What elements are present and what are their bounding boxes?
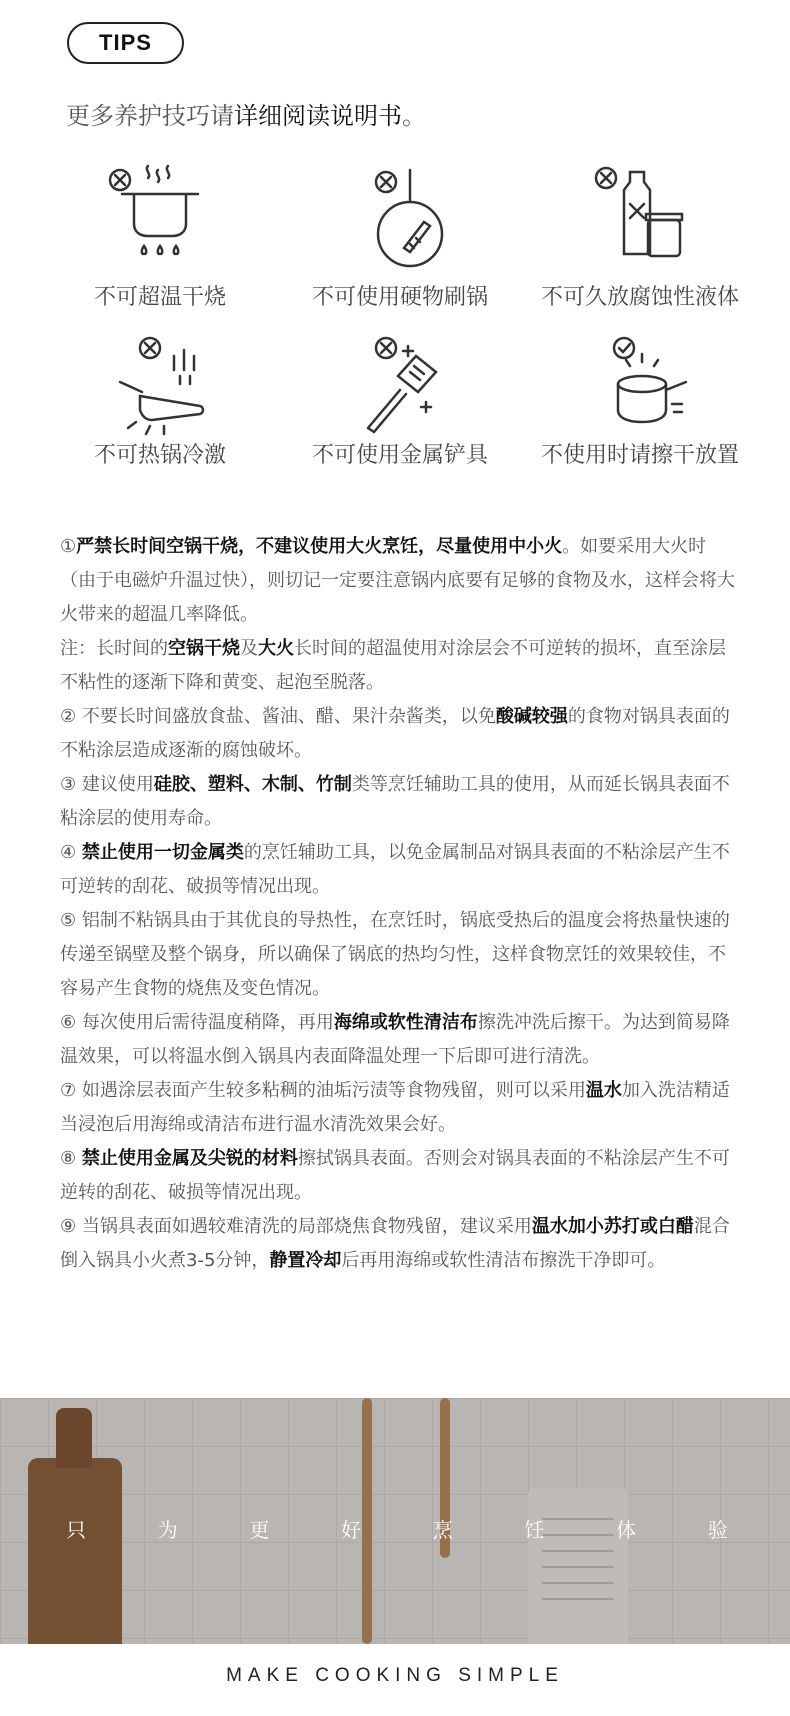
intro-text	[66, 96, 426, 131]
note-paragraph	[60, 1006, 740, 1074]
note-text: 注：长时间的	[60, 638, 168, 659]
note-paragraph	[60, 632, 740, 700]
note-text: 擦拭锅具表面。否则会对锅具表面的不粘涂层产生不可逆转的刮花、破损等情况出现。	[60, 1148, 730, 1203]
note-emphasis: 温水加小苏打或白醋	[531, 1216, 694, 1237]
note-emphasis: 禁止使用一切金属类	[81, 842, 244, 863]
slogan-char: 饪	[524, 1518, 545, 1542]
icon-cell-4	[40, 330, 280, 490]
note-text: 及	[240, 638, 258, 659]
slogan-char: 烹	[432, 1518, 453, 1542]
icon-cell-6	[520, 330, 760, 490]
note-paragraph	[60, 1142, 740, 1210]
note-emphasis: 静置冷却	[269, 1250, 342, 1271]
boiling-pot-icon	[100, 160, 220, 270]
note-paragraph	[60, 1074, 740, 1142]
note-emphasis: 大火	[258, 638, 294, 659]
note-text: 后再用海绵或软性清洁布擦洗干净即可。	[341, 1250, 666, 1271]
slogan	[0, 1514, 790, 1543]
note-emphasis: 禁止使用金属及尖锐的材料	[81, 1148, 298, 1169]
corrosive-bottle-icon	[580, 160, 700, 270]
note-emphasis: 温水	[585, 1080, 622, 1101]
note-paragraph	[60, 768, 740, 836]
note-emphasis: 空锅干烧	[168, 638, 240, 659]
note-text: 长时间的超温使用对涂层会不可逆转的损坏，直至涂层不粘性的逐渐下降和黄变、起泡至脱落。	[60, 638, 726, 693]
note-text: ④	[60, 842, 82, 863]
slogan-char: 更	[249, 1518, 270, 1542]
scrub-pan-icon	[340, 160, 460, 270]
note-text: ①	[60, 536, 77, 557]
tips-badge: TIPS	[67, 22, 184, 64]
slogan-char: 为	[157, 1518, 178, 1542]
note-emphasis: 硅胶、塑料、木制、竹制	[153, 774, 352, 795]
icon-label-1: 不可超温干烧	[93, 285, 226, 310]
note-text: ③ 建议使用	[60, 774, 154, 795]
note-emphasis: 酸碱较强	[495, 706, 568, 727]
icon-label-5: 不可使用金属铲具	[311, 443, 488, 468]
note-emphasis: 严禁长时间空锅干烧，不建议使用大火烹饪，尽量使用中小火	[76, 536, 563, 557]
note-text: 擦洗冲洗后擦干。为达到简易降温效果，可以将温水倒入锅具内表面降温处理一下后即可进行清洗。	[60, 1012, 730, 1067]
cold-water-pan-icon	[100, 330, 220, 440]
kitchen-photo	[0, 1398, 790, 1644]
note-paragraph	[60, 700, 740, 768]
care-notes	[60, 530, 740, 1278]
note-text: 的食物对锅具表面的不粘涂层造成逐渐的腐蚀破坏。	[60, 706, 730, 761]
note-text: ⑤ 铝制不粘锅具由于其优良的导热性，在烹饪时，锅底受热后的温度会将热量快速的传递至锅壁及整个锅身，所以确保了锅底的热均匀性，这样食物烹饪的效果较佳，不容易产生食物的烧焦及变色情况。	[60, 910, 730, 999]
icon-cell-3	[520, 160, 760, 320]
note-text: ⑨ 当锅具表面如遇较难清洗的局部烧焦食物残留，建议采用	[60, 1216, 532, 1237]
note-text: ② 不要长时间盛放食盐、酱油、醋、果汁杂酱类，以免	[60, 706, 496, 727]
note-text: ⑥ 每次使用后需待温度稍降，再用	[60, 1012, 334, 1033]
icon-cell-1	[40, 160, 280, 320]
note-paragraph	[60, 1210, 740, 1278]
note-paragraph	[60, 530, 740, 632]
slogan-char: 只	[66, 1518, 86, 1542]
icon-label-3: 不可久放腐蚀性液体	[540, 285, 739, 310]
note-text: 。如要采用大火时（由于电磁炉升温过快），则切记一定要注意锅内底要有足够的食物及水，这样会将大火带来的超温几率降低。	[60, 536, 735, 625]
icon-label-4: 不可热锅冷激	[93, 443, 226, 468]
icon-cell-2	[280, 160, 520, 320]
intro-end: 。	[402, 102, 426, 130]
slogan-char: 验	[707, 1518, 728, 1542]
footer-tagline: MAKE COOKING SIMPLE	[226, 1665, 564, 1686]
icon-label-6: 不使用时请擦干放置	[540, 443, 739, 468]
note-text: 类等烹饪辅助工具的使用，从而延长锅具表面不粘涂层的使用寿命。	[60, 774, 730, 829]
note-text: 加入洗洁精适当浸泡后用海绵或清洁布进行温水清洗效果会好。	[60, 1080, 730, 1135]
note-paragraph	[60, 904, 740, 1006]
dry-pot-icon	[580, 330, 700, 440]
slogan-char: 好	[341, 1518, 362, 1542]
note-emphasis: 海绵或软性清洁布	[333, 1012, 478, 1033]
icon-cell-5	[280, 330, 520, 490]
note-paragraph	[60, 836, 740, 904]
intro-normal: 更多养护技巧请	[66, 102, 234, 130]
icon-label-2: 不可使用硬物刷锅	[311, 285, 488, 310]
metal-spatula-icon	[340, 330, 460, 440]
note-text: ⑧	[60, 1148, 82, 1169]
slogan-char: 体	[616, 1518, 637, 1542]
note-text: ⑦ 如遇涂层表面产生较多粘稠的油垢污渍等食物残留，则可以采用	[60, 1080, 586, 1101]
intro-strong: 详细阅读说明书	[234, 102, 402, 130]
note-text: 的烹饪辅助工具，以免金属制品对锅具表面的不粘涂层产生不可逆转的刮花、破损等情况出现。	[60, 842, 730, 897]
note-text: 混合倒入锅具小火煮3-5分钟，	[60, 1216, 730, 1271]
